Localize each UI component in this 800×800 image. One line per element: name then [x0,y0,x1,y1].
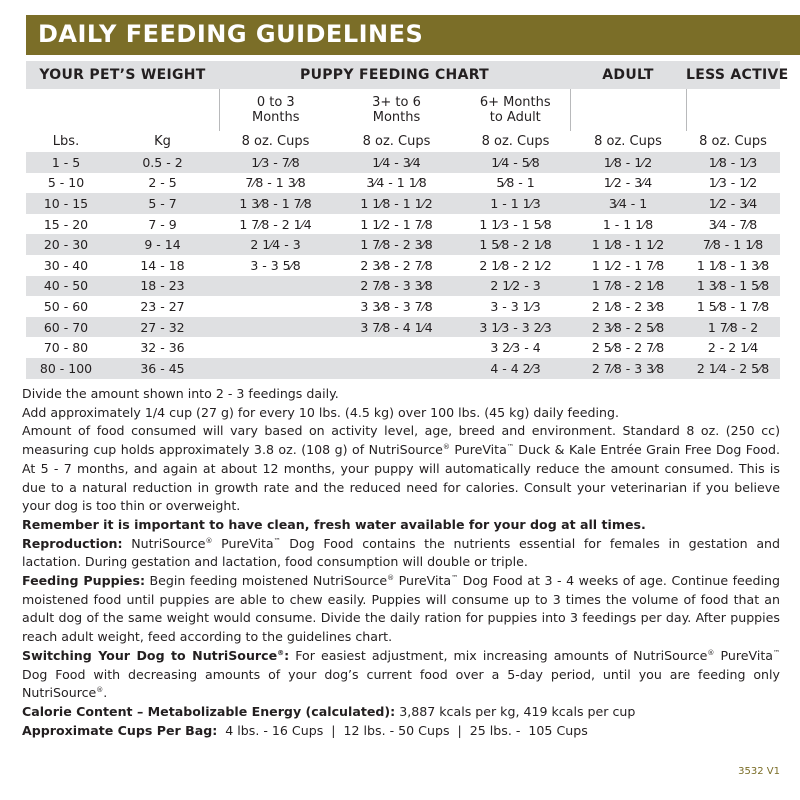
table-cell: 1⁄3 - 1⁄2 [708,175,758,191]
table-row [26,234,780,255]
table-cell: 9 - 14 [106,234,219,255]
table-cell: 3 7⁄8 - 4 1⁄4 [332,317,461,338]
table-cell [219,276,332,297]
table-cell: 70 - 80 [43,340,89,356]
feeding-chart-table [26,61,789,379]
table-cell: 3 3⁄8 - 3 7⁄8 [360,298,433,314]
title-banner [26,15,800,55]
table-cell: 3⁄4 - 1 [570,193,686,214]
note-text: PureVita [714,647,773,663]
table-cell: 2 3⁄8 - 2 7⁄8 [360,257,433,273]
unit-header-row [26,131,780,152]
table-cell [219,337,332,358]
header-blank [570,89,686,131]
table-cell: 0.5 - 2 [106,152,219,173]
note-text: PureVita [212,535,274,551]
header-label-line: Months [252,110,300,125]
unit-header: Kg [154,134,171,149]
header-6-months-adult [461,89,570,131]
table-cell: 3⁄4 - 1 1⁄8 [366,175,427,191]
table-row [26,152,780,173]
table-row [26,296,780,317]
table-cell: 1⁄4 - 3⁄4 [332,152,461,173]
note-text: Duck & Kale Entrée Grain Free Dog Food. At 5 - 7 months, and again at about 12 months, your puppy will automatically reduce the amount consumed. This is due to a natural reduction in growth rate and the reduced need for calories. Consult your veterinarian if you believe your dog is too thin or overweight. [22,442,781,514]
table-cell: 1 - 1 1⁄3 [461,193,570,214]
table-cell: 1⁄4 - 5⁄8 [461,152,570,173]
table-cell: 10 - 15 [26,193,106,214]
note-text: Dog Food contains the nutrients essential for females in gestation and lactation. During gestation and lactation, food consumption will double or triple. [22,535,781,570]
registered-mark: ® [205,536,213,545]
table-cell: 5 - 7 [106,193,219,214]
table-cell: 2 7⁄8 - 3 3⁄8 [570,358,686,379]
table-cell [332,337,461,358]
table-row [26,317,780,338]
table-cell: 1 7⁄8 - 2 3⁄8 [332,234,461,255]
header-3-6-months [332,89,461,131]
note-label: Calorie Content – Metabolizable Energy (calculated): [22,703,396,719]
table-cell: 2 1⁄8 - 2 1⁄2 [479,257,552,273]
header-label-line: 0 to 3 [256,95,295,110]
header-label-line: 3+ to 6 [372,95,421,110]
table-cell: 32 - 36 [140,340,185,356]
header-less-active: LESS ACTIVE [686,61,780,89]
header-label-line: Months [372,110,421,125]
table-cell: 7⁄8 - 1 3⁄8 [245,175,306,191]
table-row [26,337,780,358]
feeding-notes [22,385,780,740]
table-cell: 1 - 1 1⁄8 [602,216,654,232]
table-cell: 1⁄3 - 7⁄8 [219,152,332,173]
table-cell [332,358,461,379]
table-cell: 18 - 23 [106,276,219,297]
table-cell: 1⁄2 - 3⁄4 [603,175,653,191]
table-cell: 1 5⁄8 - 2 1⁄8 [461,234,570,255]
note-water: Remember it is important to have clean, fresh water available for your dog at all times. [22,516,646,532]
table-cell: 1 1⁄8 - 1 1⁄2 [570,234,686,255]
table-cell: 1 1⁄3 - 1 5⁄8 [479,216,552,232]
table-cell: 1⁄2 - 3⁄4 [686,193,780,214]
table-cell: 1⁄8 - 1⁄3 [686,152,780,173]
table-cell: 2 5⁄8 - 2 7⁄8 [591,340,665,356]
feeding-table-body [26,152,780,379]
note-text: 4 lbs. - 16 Cups | 12 lbs. - 50 Cups | 25 lbs. - 105 Cups [217,722,588,738]
note-text: PureVita [449,442,507,458]
table-cell: 20 - 30 [26,234,106,255]
note-text: Dog Food with decreasing amounts of your dog’s current food over a 5-day period, until you are feeding only NutriSource [22,666,780,701]
registered-mark: ® [387,573,395,582]
table-row [26,255,780,276]
table-cell: 3 2⁄3 - 4 [490,340,541,356]
header-puppy-chart: PUPPY FEEDING CHART [219,61,570,89]
product-code: 3532 V1 [738,766,780,777]
table-cell: 1 1⁄8 - 1 3⁄8 [696,257,770,273]
table-cell: 2 1⁄4 - 3 [219,234,332,255]
trademark-mark: ™ [451,573,459,582]
table-cell: 1 7⁄8 - 2 1⁄8 [570,276,686,297]
table-cell: 15 - 20 [43,216,89,232]
table-cell: 80 - 100 [26,358,106,379]
table-cell: 2 7⁄8 - 3 3⁄8 [332,276,461,297]
unit-header: 8 oz. Cups [699,134,767,149]
note-label: Switching Your Dog to NutriSource [22,647,278,663]
table-cell: 1 5⁄8 - 1 7⁄8 [696,298,770,314]
trademark-mark: ™ [506,442,514,451]
page-title: DAILY FEEDING GUIDELINES [38,20,424,48]
table-row [26,173,780,194]
header-blank [26,89,219,131]
table-cell: 1 1⁄8 - 1 1⁄2 [332,193,461,214]
unit-header: 8 oz. Cups [481,134,550,149]
note-text: PureVita [394,573,452,589]
table-cell: 2 1⁄2 - 3 [461,276,570,297]
registered-mark: ® [277,648,285,657]
note-amount [22,422,780,516]
note-calorie-content [22,703,780,722]
table-row [26,214,780,235]
unit-header: 8 oz. Cups [362,134,431,149]
table-row [26,276,780,297]
table-cell: 30 - 40 [43,257,89,273]
note-label: Feeding Puppies: [22,573,146,589]
table-cell: 27 - 32 [106,317,219,338]
table-cell: 3 1⁄3 - 3 2⁄3 [461,317,570,338]
header-0-3-months [219,89,332,131]
table-cell: 4 - 4 2⁄3 [461,358,570,379]
note-large-dogs: Add approximately 1/4 cup (27 g) for every 10 lbs. (4.5 kg) over 100 lbs. (45 kg) daily feeding. [22,404,619,420]
table-cell: 50 - 60 [43,298,89,314]
note-feedings: Divide the amount shown into 2 - 3 feedings daily. [22,386,339,401]
table-cell [219,296,332,317]
header-blank [686,89,780,131]
registered-mark: ® [96,686,104,695]
note-label: Reproduction: [22,535,123,551]
note-cups-per-bag [22,722,780,741]
note-text: . [103,685,108,701]
table-cell: 7⁄8 - 1 1⁄8 [686,234,780,255]
table-cell: 1 3⁄8 - 1 7⁄8 [219,193,332,214]
unit-header: Lbs. [52,134,80,149]
table-cell: 3 - 3 5⁄8 [250,257,301,273]
table-cell: 1 7⁄8 - 2 1⁄4 [239,216,312,232]
note-label: : [284,647,290,663]
table-cell: 60 - 70 [26,317,106,338]
table-row [26,358,780,379]
table-cell: 1 - 5 [26,152,106,173]
trademark-mark: ™ [273,536,281,545]
table-cell [219,358,332,379]
registered-mark: ® [707,648,715,657]
table-row [26,193,780,214]
unit-header: 8 oz. Cups [241,134,310,149]
trademark-mark: ™ [773,648,780,657]
note-text: Amount of food consumed will vary based on activity level, age, breed and environment. Standard 8 oz. (250 cc) measuring cup holds approximately 3.8 oz. (108 g) of NutriSource [22,423,780,458]
table-cell: 1 1⁄2 - 1 7⁄8 [360,216,433,232]
header-label-line: to Adult [489,110,541,125]
table-cell: 3⁄4 - 7⁄8 [708,216,758,232]
note-label: Approximate Cups Per Bag: [22,722,218,738]
table-cell: 2 - 2 1⁄4 [707,340,759,356]
table-cell: 2 - 5 [148,175,177,191]
table-cell: 1 3⁄8 - 1 5⁄8 [686,276,780,297]
note-text: For easiest adjustment, mix increasing amounts of NutriSource [289,647,708,663]
table-cell: 40 - 50 [26,276,106,297]
table-cell: 7 - 9 [148,216,177,232]
table-cell: 2 1⁄4 - 2 5⁄8 [686,358,780,379]
header-label-line: 6+ Months [479,95,551,110]
table-cell: 5 - 10 [47,175,85,191]
note-text: Dog Food at 3 - 4 weeks of age. Continue feeding moistened food until puppies are able to chew easily. Puppies will consume up to 3 times the volume of food that an adult dog of the same weight would consume. Divide the daily ration for puppies into 3 feedings per day. After puppies reach adult weight, feed according to the guidelines chart. [22,573,780,645]
table-cell: 1⁄8 - 1⁄2 [570,152,686,173]
table-cell: 5⁄8 - 1 [496,175,535,191]
note-text: 3,887 kcals per kg, 419 kcals per cup [395,703,636,719]
table-cell: 14 - 18 [140,257,185,273]
table-cell: 36 - 45 [106,358,219,379]
table-cell: 1 7⁄8 - 2 [686,317,780,338]
note-text: Begin feeding moistened NutriSource [145,573,388,589]
table-cell: 2 3⁄8 - 2 5⁄8 [570,317,686,338]
unit-header: 8 oz. Cups [594,134,662,149]
table-cell [219,317,332,338]
registered-mark: ® [442,442,450,451]
note-reproduction [22,535,780,572]
table-cell: 1 1⁄2 - 1 7⁄8 [591,257,665,273]
header-adult: ADULT [570,61,686,89]
note-text: NutriSource [122,535,206,551]
note-switching [22,647,780,703]
table-cell: 23 - 27 [140,298,185,314]
table-cell: 3 - 3 1⁄3 [490,298,541,314]
header-pet-weight: YOUR PET’S WEIGHT [26,61,219,89]
note-feeding-puppies [22,572,780,647]
table-cell: 2 1⁄8 - 2 3⁄8 [591,298,665,314]
